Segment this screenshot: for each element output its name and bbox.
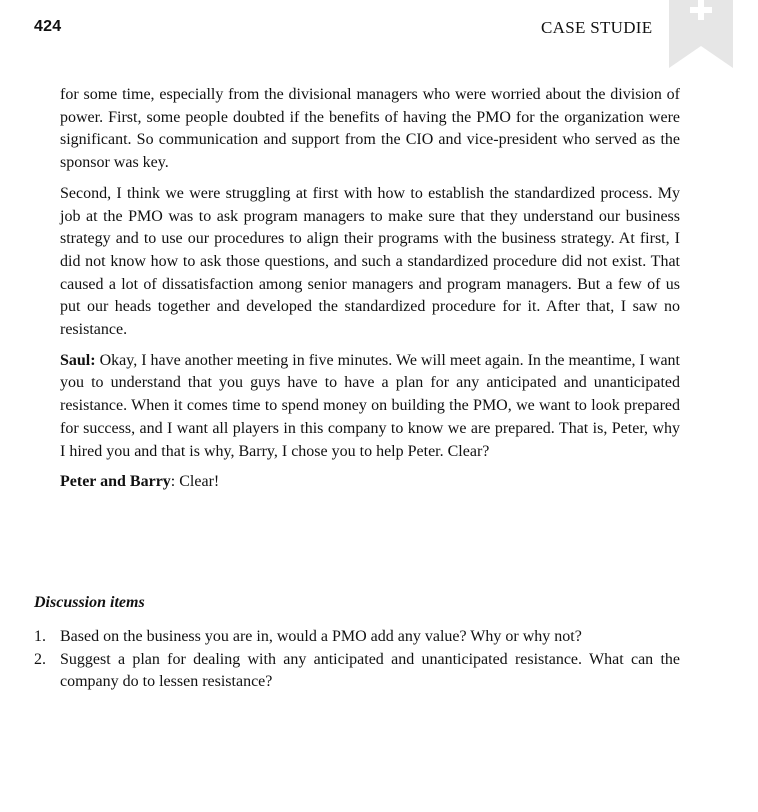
paragraph-4-text: : Clear! bbox=[170, 473, 220, 491]
bookmark-plus-horizontal bbox=[690, 7, 712, 13]
speaker-saul: Saul: bbox=[60, 351, 96, 369]
paragraph-3-text: Okay, I have another meeting in five minutes. We will meet again. In the meantime, I want you to understand that you guys have to have a plan for any anticipated and unanticipated resistance. When it comes time to spend money on building the PMO, we want to look prepared for success, and I want all players in this company to know we are prepared. That is, Peter, why I hired you and that is why, Barry, I chose you to help Peter. Clear? bbox=[60, 351, 680, 460]
body-text bbox=[60, 84, 680, 502]
page-number: 424 bbox=[34, 18, 62, 35]
discussion-item bbox=[34, 649, 680, 694]
discussion-heading: Discussion items bbox=[34, 594, 145, 611]
bookmark-icon[interactable] bbox=[669, 0, 733, 68]
discussion-item bbox=[34, 626, 680, 649]
discussion-item-text: Based on the business you are in, would a PMO add any value? Why or why not? bbox=[60, 628, 582, 645]
paragraph-3 bbox=[60, 350, 680, 464]
discussion-item-number: 2. bbox=[34, 650, 46, 668]
discussion-list bbox=[34, 626, 680, 694]
paragraph-2: Second, I think we were struggling at first with how to establish the standardized process. My job at the PMO was to ask program managers to make sure that they understand our business strategy and to use our procedures to align their programs with the business strategy. At first, I did not know how to ask those questions, and such a standardized procedure did not exist. That caused a lot of dissatisfaction among senior managers and program managers. But a few of us put our heads together and developed the standardized procedure for it. After that, I saw no resistance. bbox=[60, 184, 680, 339]
paragraph-4 bbox=[60, 471, 680, 494]
running-head: CASE STUDIE bbox=[541, 18, 653, 37]
discussion-item-number: 1. bbox=[34, 628, 46, 645]
speaker-peter-and-barry: Peter and Barry bbox=[60, 473, 171, 491]
discussion-item-text: Suggest a plan for dealing with any anticipated and unanticipated resistance. What can the company do to lessen resistance? bbox=[60, 650, 680, 691]
paragraph-1: for some time, especially from the divisional managers who were worried about the division of power. First, some people doubted if the benefits of having the PMO for the organization were significant. So communication and support from the CIO and vice-president who served as the sponsor was key. bbox=[60, 86, 680, 172]
